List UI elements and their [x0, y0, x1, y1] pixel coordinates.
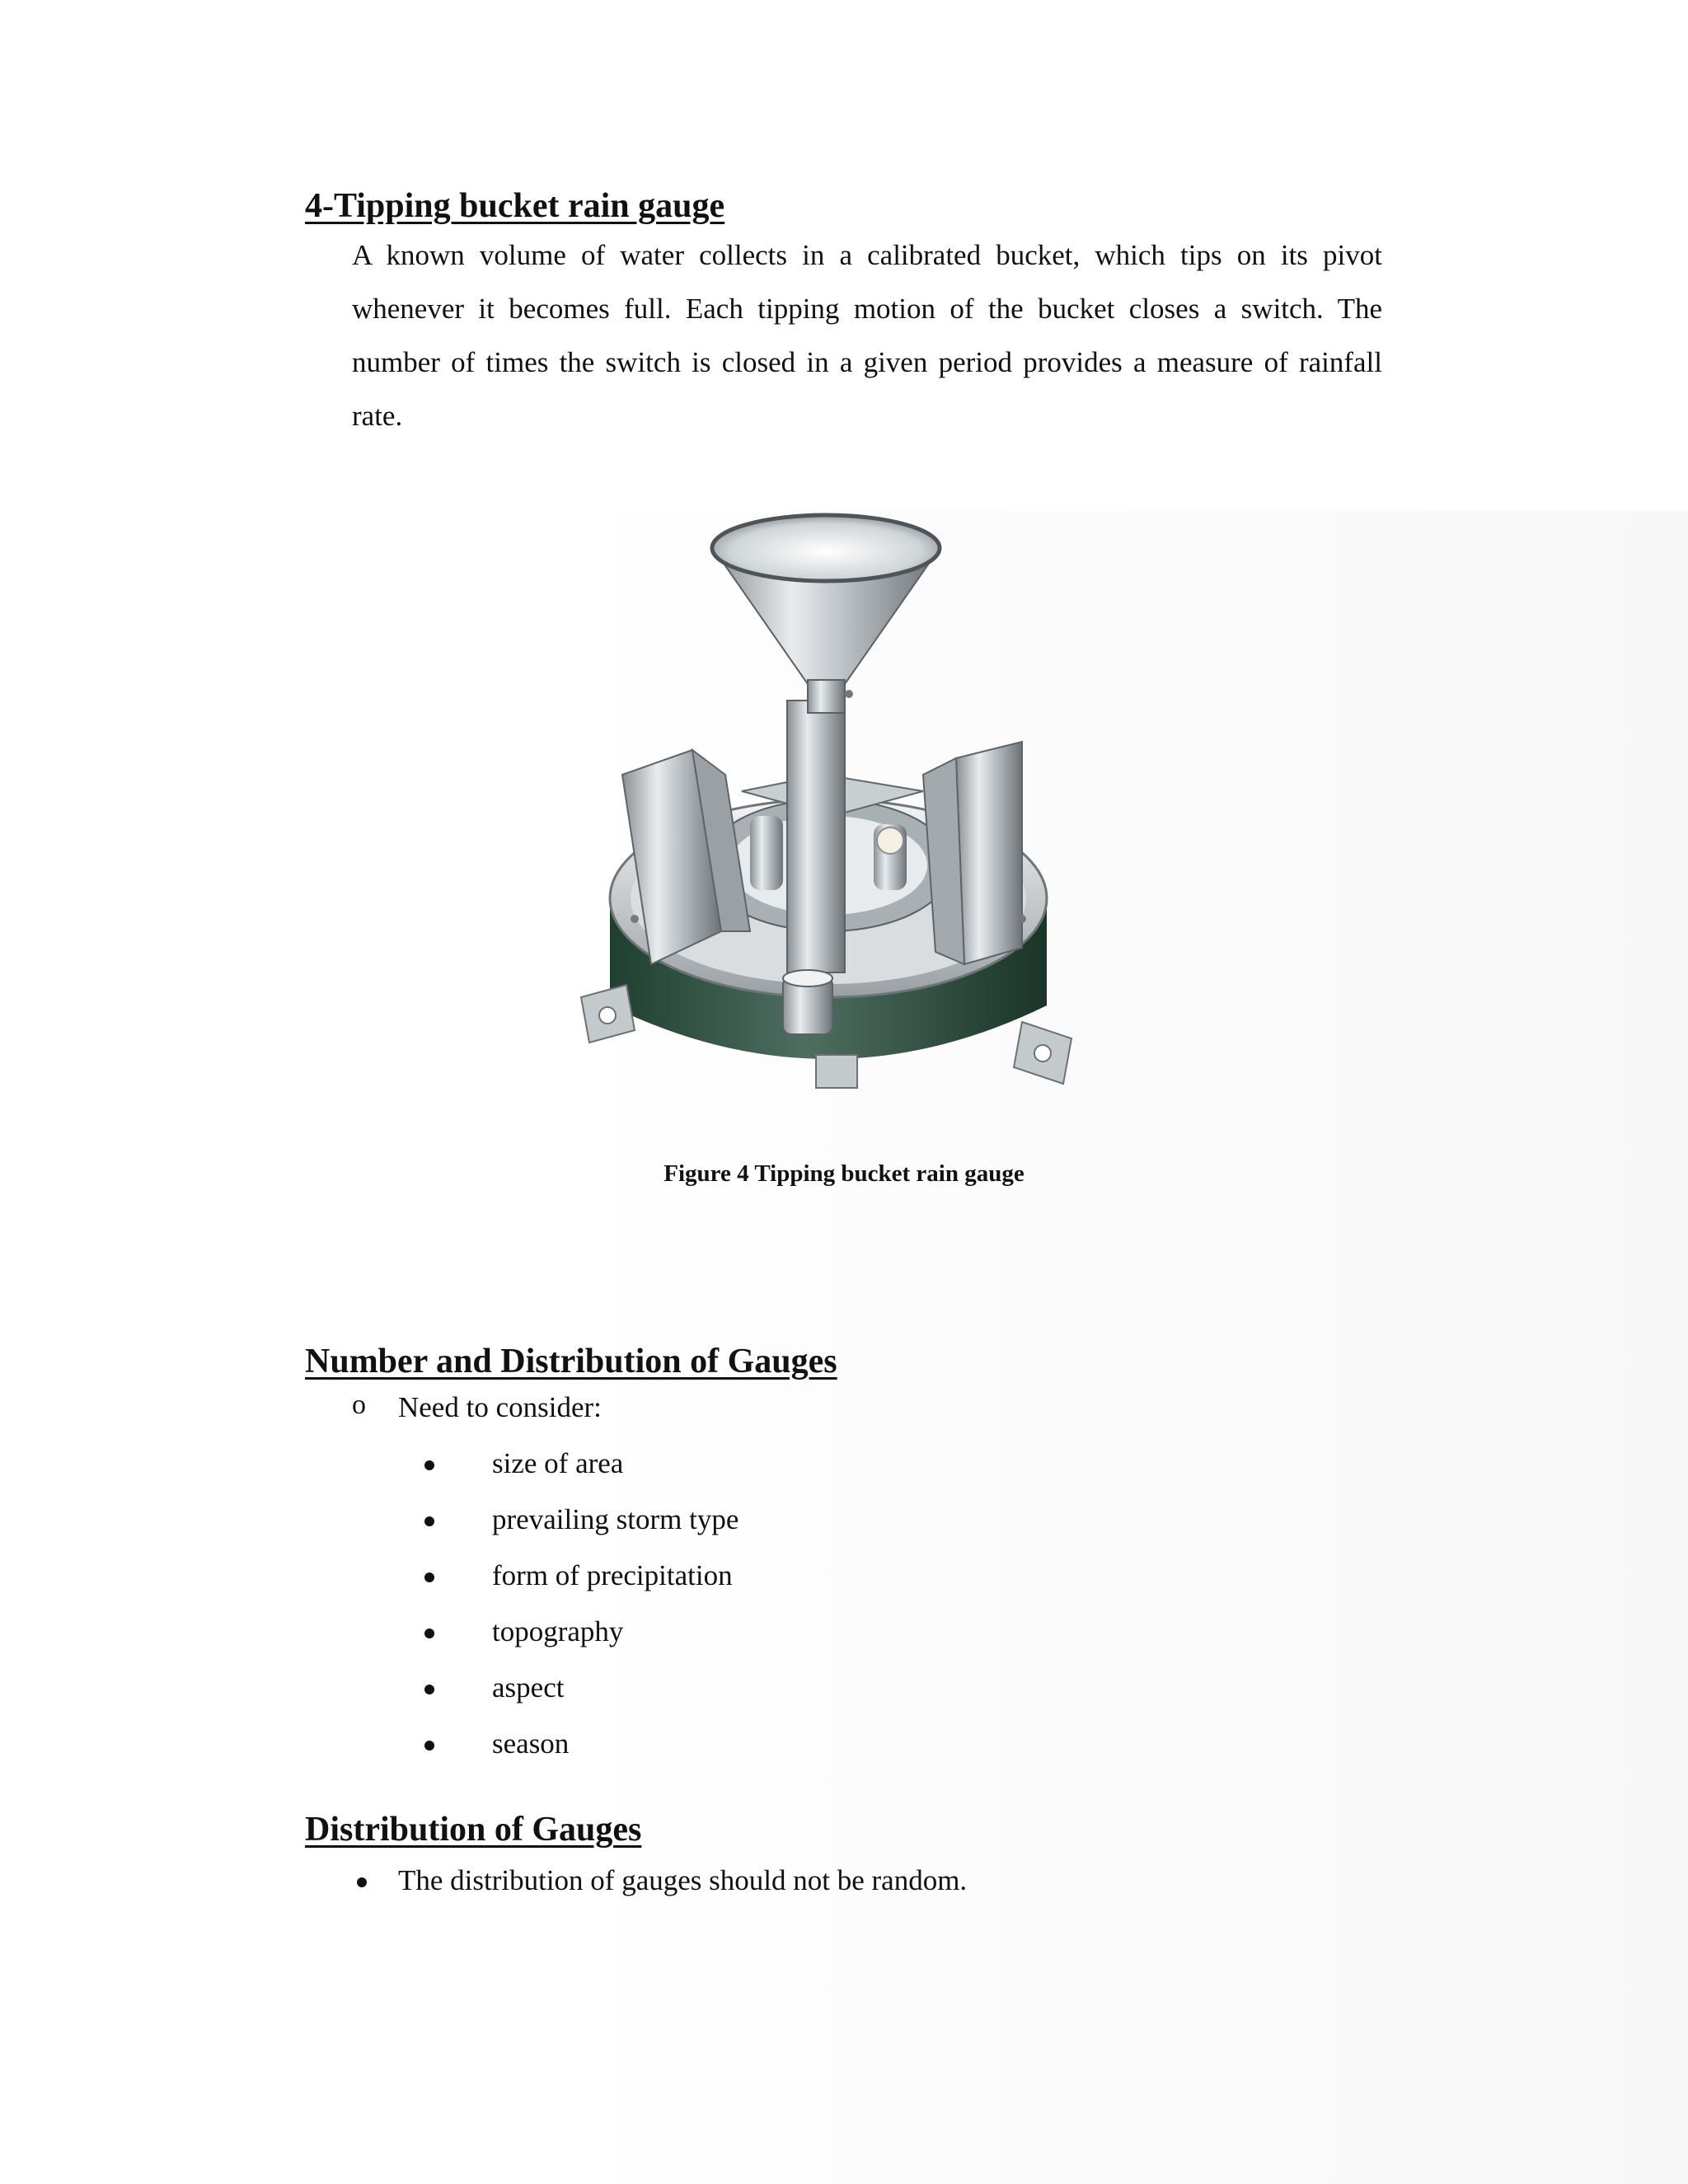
bullet-icon — [357, 1877, 367, 1887]
list-intro: Need to consider: — [398, 1391, 602, 1423]
section-heading-number-distribution: Number and Distribution of Gauges — [305, 1343, 837, 1380]
list-item: form of precipitation — [492, 1559, 733, 1591]
list-item: size of area — [492, 1447, 624, 1479]
list-item: prevailing storm type — [492, 1503, 739, 1535]
list-item: season — [492, 1727, 570, 1760]
bullet-icon — [424, 1460, 434, 1470]
bullet-icon — [424, 1516, 434, 1526]
bullet-icon — [424, 1685, 434, 1694]
figure-caption: Figure 4 Tipping bucket rain gauge — [663, 1160, 1025, 1187]
rain-gauge-photo — [577, 503, 1080, 1117]
bullet-icon — [424, 1572, 434, 1582]
bullet-icon — [424, 1629, 434, 1638]
list-item: aspect — [492, 1671, 565, 1704]
hollow-bullet-marker: o — [352, 1390, 366, 1420]
section-heading-tipping-bucket: 4-Tipping bucket rain gauge — [305, 187, 725, 225]
section-heading-distribution: Distribution of Gauges — [305, 1811, 642, 1849]
list-item: The distribution of gauges should not be random. — [398, 1864, 968, 1896]
description-paragraph: A known volume of water collects in a calibrated bucket, which tips on its pivot whenever it becomes full. Each tipping motion of the bucket closes a switch. The number of times the switch is closed in a given period provides a measure of rainfall rate. — [352, 239, 1382, 432]
bullet-icon — [424, 1741, 434, 1750]
list-item: topography — [492, 1615, 624, 1647]
